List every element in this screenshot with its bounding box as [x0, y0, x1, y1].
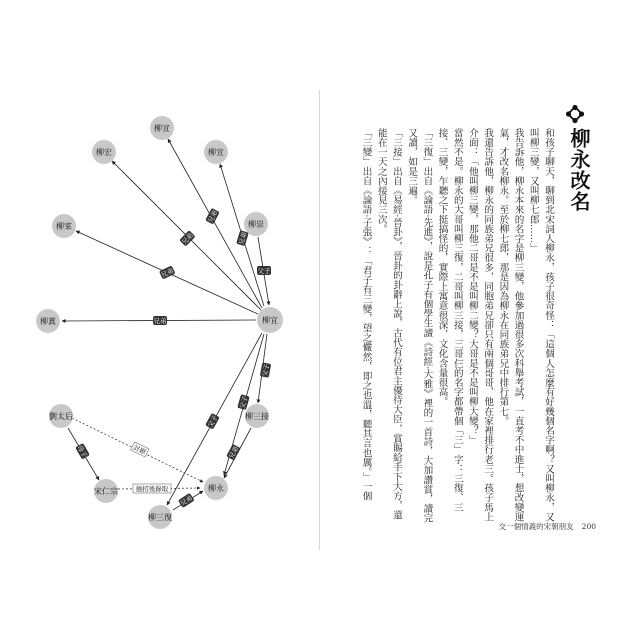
- edge-label-fuzi-2: [260, 362, 271, 377]
- footer-book-title: 交一個情義的宋朝朋友: [498, 522, 574, 531]
- paragraph-3: 我還告訴他，柳永的同族弟兄很多，同胞弟兄卻只有兩個哥哥，他在家裡排行老三。孩子馬上介面：「他叫柳三變，那他二哥是不是叫柳二變？大哥是不是叫柳大變？」: [466, 128, 494, 522]
- paragraph-5: 「三復」出自《論語‧先進》，說是孔子有個學生讀《詩經‧大雅》裡的一首詩，大加讚賞，讀完又讀，如是三遍。: [406, 128, 433, 523]
- svg-text:柳蒖: 柳蒖: [40, 317, 56, 326]
- svg-text:擯招後錄取: 擯招後錄取: [135, 485, 169, 493]
- svg-text:柳宏: 柳宏: [96, 148, 112, 157]
- body-text: [360, 128, 556, 523]
- edge-label-xiongdi-4: [159, 265, 175, 279]
- svg-text:劉太后: 劉太后: [49, 412, 73, 421]
- svg-text:兄弟: 兄弟: [180, 231, 196, 247]
- svg-text:柳宜: 柳宜: [262, 316, 278, 325]
- svg-text:父子: 父子: [206, 413, 220, 430]
- svg-text:父子: 父子: [238, 394, 250, 410]
- svg-text:柳寀: 柳寀: [56, 222, 72, 231]
- node-liuhong: [92, 140, 116, 164]
- svg-text:兄弟: 兄弟: [237, 230, 249, 246]
- paragraph-4: 當然不是。柳永的大哥叫柳三復，二哥叫柳三接，三哥仨的名字都帶個「三」字：三復、三接、三變，乍聽之下挺搞怪的，實際上寓意很深，文化含量很高。: [436, 128, 463, 512]
- edge-label-fuzi-1: [257, 266, 271, 275]
- edge-label-xiongdi-6: [226, 444, 241, 461]
- chapter-title: 柳永改名: [567, 128, 591, 212]
- node-liuyi: [257, 307, 283, 333]
- edge-label-xiongdi-5: [153, 316, 167, 325]
- svg-text:兄弟: 兄弟: [206, 208, 220, 225]
- node-liuxuan2: [204, 140, 228, 164]
- svg-text:兄弟: 兄弟: [159, 266, 176, 280]
- edge-label-fuzi-3: [237, 394, 250, 410]
- paragraph-7: 「三變」出自《論語‧子張》：「君子有三變，望之儼然，即之也溫，聽其言也厲。」一個: [360, 128, 372, 501]
- node-liuchong: [244, 212, 268, 236]
- svg-text:柳宣: 柳宣: [154, 124, 170, 133]
- svg-text:柳宣: 柳宣: [208, 148, 224, 157]
- page-number: 200: [581, 522, 596, 531]
- node-liuzhen: [36, 309, 60, 333]
- svg-text:父子: 父子: [257, 267, 271, 275]
- node-songrenzong: [94, 479, 118, 503]
- paragraph-2: 我告訴他，柳永本來的名字是柳三變，他參加過很多次科舉考試，一直考不中進士，想改變運氣，才改名柳永。至於柳七郎，那是因為柳永在同族弟兄中排行第七。: [497, 128, 524, 522]
- node-liuxuan1: [150, 116, 174, 140]
- svg-text:兄弟: 兄弟: [153, 317, 167, 325]
- svg-text:柳永: 柳永: [208, 484, 224, 493]
- svg-text:宋仁宗: 宋仁宗: [94, 487, 118, 496]
- svg-text:父子: 父子: [260, 363, 272, 378]
- edge-label-xiongdi-2: [179, 230, 195, 246]
- edge-label-chuming: [133, 484, 171, 493]
- node-liutaihou: [49, 404, 73, 428]
- edge-label-taoyan: [131, 442, 149, 457]
- node-liusanjie: [245, 404, 269, 428]
- svg-text:兄弟: 兄弟: [227, 444, 241, 461]
- svg-text:柳三接: 柳三接: [245, 412, 269, 421]
- node-liusanfu: [148, 505, 172, 529]
- page-footer: [499, 521, 596, 532]
- svg-text:柳三復: 柳三復: [148, 513, 172, 522]
- edge-label-muzi: [75, 443, 90, 460]
- node-liuyong: [204, 476, 228, 500]
- svg-text:母子: 母子: [75, 443, 89, 460]
- svg-text:兄弟: 兄弟: [178, 493, 195, 508]
- edge-label-xiongdi-3: [236, 230, 249, 246]
- svg-text:柳崇: 柳崇: [248, 220, 264, 229]
- edge-label-fuzi-4: [205, 413, 220, 430]
- node-liucai: [52, 214, 76, 238]
- svg-text:討厭: 討厭: [131, 443, 148, 457]
- paragraph-1: 和孩子聊天，聊到北宋詞人柳永，孩子很奇怪：「這個人怎麼有好幾個名字啊？又叫柳永，又叫柳三變，又叫柳七郎……」: [527, 128, 554, 522]
- paragraph-6: 「三接」出自《易經‧晉卦》，晉卦的卦辭上說，古代有位君主優待大臣，賞賜給手下大方，還能在一天之內接見三次。: [375, 128, 402, 520]
- endless-knot-icon: [565, 104, 585, 124]
